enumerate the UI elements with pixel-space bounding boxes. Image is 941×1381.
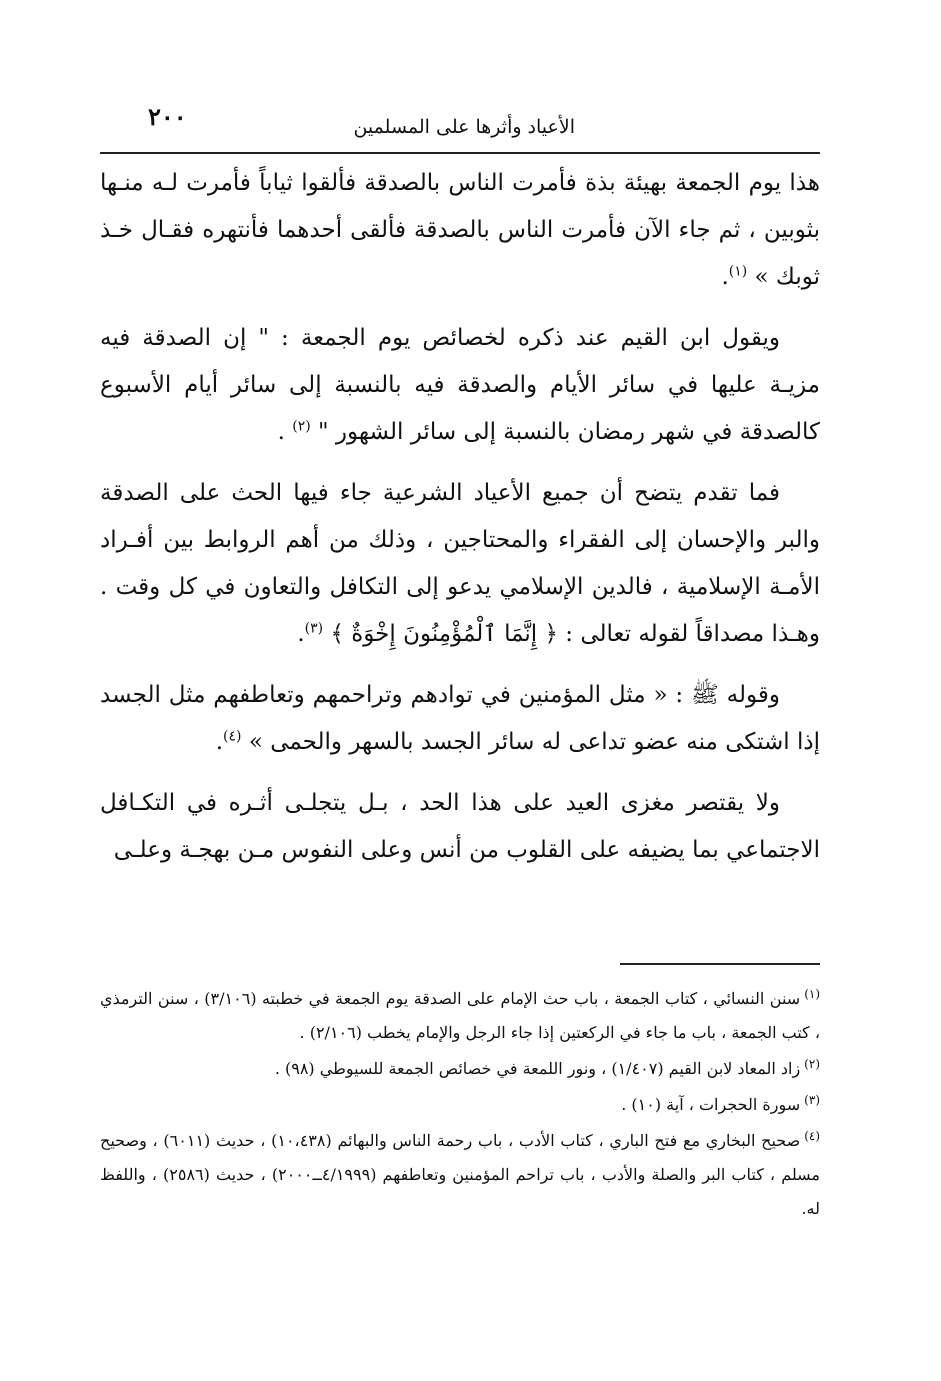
paragraph-3-end: . — [297, 621, 305, 647]
paragraph-4-end: . — [215, 729, 224, 755]
paragraph-5 — [100, 780, 820, 874]
footnote-mark-1: (١) — [804, 986, 821, 1001]
footnote-ref-3: (٣) — [304, 620, 324, 637]
paragraph-1-end: . — [721, 264, 729, 290]
footnote-text-2: زاد المعاد لابن القيم (١/٤٠٧) ، ونور اللمعة في خصائص الجمعة للسيوطي (٩٨) . — [274, 1059, 801, 1078]
main-text — [100, 160, 820, 888]
page-number: ٢٠٠ — [148, 102, 187, 131]
footnote-mark-3: (٣) — [804, 1092, 820, 1107]
footnote-text-4: صحيح البخاري مع فتح الباري ، كتاب الأدب ، باب رحمة الناس والبهائم (١٠،٤٣٨) ، حديث (٦٠١١) ، وصحيح مسلم ، كتاب البر والصلة والأدب ، باب تراحم المؤمنين وتعاطفهم (٤/١٩٩٩ــ٢٠٠٠) ، حديث (٢٥٨٦) ، واللفظ له. — [100, 1131, 821, 1218]
footnote-1 — [100, 982, 820, 1050]
footnote-3 — [100, 1088, 820, 1122]
footnote-ref-1: (١) — [728, 263, 748, 280]
footnote-mark-4: (٤) — [804, 1128, 821, 1143]
footnote-divider — [620, 963, 820, 965]
paragraph-1 — [100, 160, 820, 301]
paragraph-4-text: وقوله ﷺ : « مثل المؤمنين في توادهم وتراحمهم وتعاطفهم مثل الجسد إذا اشتكى منه عضو تداعى له سائر الجسد بالسهر والحمى » — [100, 682, 820, 755]
footnote-2 — [100, 1052, 820, 1086]
footnote-ref-2: (٢) — [292, 418, 311, 435]
paragraph-5-text: ولا يقتصر مغزى العيد على هذا الحد ، بـل يتجلـى أثـره في التكـافل الاجتماعي بما يضيفه على القلوب من أنس وعلى النفوس مـن بهجـة وعلـى — [100, 790, 820, 863]
running-title: الأعياد وأثرها على المسلمين — [353, 116, 575, 138]
header-divider — [100, 152, 820, 154]
footnotes — [100, 982, 820, 1228]
paragraph-2-end: . — [277, 419, 285, 445]
paragraph-2 — [100, 315, 820, 456]
footnote-ref-4: (٤) — [223, 728, 242, 745]
page-header — [100, 96, 820, 144]
footnote-text-3: سورة الحجرات ، آية (١٠) . — [621, 1095, 801, 1114]
paragraph-3 — [100, 470, 820, 658]
paragraph-3-text: فما تقدم يتضح أن جميع الأعياد الشرعية جاء فيها الحث على الصدقة والبر والإحسان إلى الفقراء والمحتاجين ، وذلك من أهم الروابط بين أفـراد الأمـة الإسلامية ، فالدين الإسلامي يدعو إلى التكافل والتعاون في كل وقت . وهـذا مصداقاً لقوله تعالى : ﴿ إِنَّمَا ٱلْمُؤْمِنُونَ إِخْوَةٌ ﴾ — [100, 480, 820, 647]
paragraph-2-text: ويقول ابن القيم عند ذكره لخصائص يوم الجمعة : " إن الصدقة فيه مزيـة عليها في سائر الأيام والصدقة فيه بالنسبة إلى سائر أيام الأسبوع كالصدقة في شهر رمضان بالنسبة إلى سائر الشهور " — [100, 325, 820, 445]
footnote-text-1: سنن النسائي ، كتاب الجمعة ، باب حث الإمام على الصدقة يوم الجمعة في خطبته (٣/١٠٦) ، سنن الترمذي ، كتب الجمعة ، باب ما جاء في الركعتين إذا جاء الرجل والإمام يخطب (٢/١٠٦) . — [100, 989, 820, 1042]
footnote-4 — [100, 1124, 820, 1226]
paragraph-4 — [100, 672, 820, 766]
footnote-mark-2: (٢) — [804, 1056, 820, 1071]
paragraph-1-text: هذا يوم الجمعة بهيئة بذة فأمرت الناس بالصدقة فألقوا ثياباً فأمرت لـه منـها بثوبين ، ثم جاء الآن فأمرت الناس بالصدقة فألقى أحدهما فأنتهره فقـال خـذ ثوبك » — [100, 170, 820, 290]
